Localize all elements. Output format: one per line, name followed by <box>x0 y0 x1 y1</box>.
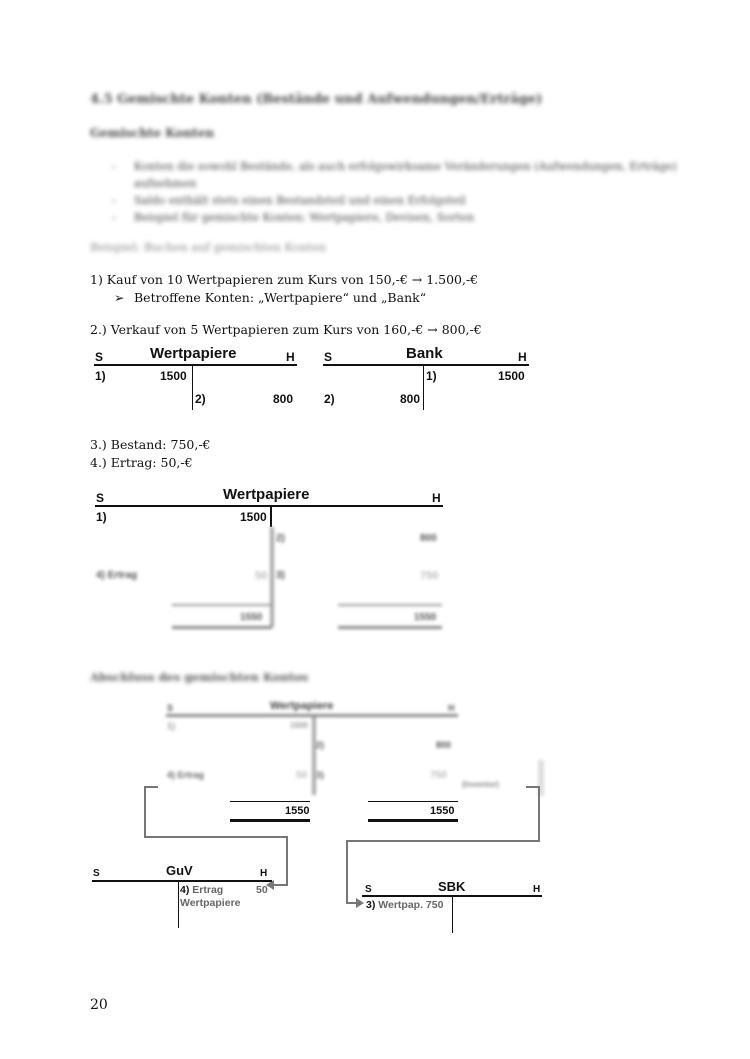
arrow-bullet-icon: ➢ <box>114 290 125 305</box>
entry-label: 1) <box>96 510 107 524</box>
t-account-title: SBK <box>438 879 466 894</box>
t-account-s: S <box>324 350 333 364</box>
entry-value: 50 <box>296 770 308 781</box>
entry-label: 2) <box>195 392 206 406</box>
entry-value: 1500 <box>240 510 267 524</box>
entry-value: 1500 <box>160 369 187 383</box>
t-account-h: H <box>533 884 541 895</box>
entry-value: 50 <box>256 884 268 896</box>
entry-value: 1500 <box>498 369 525 383</box>
entry-label: 1) <box>95 369 106 383</box>
sum-right: 1550 <box>414 612 437 623</box>
arrow-right-icon <box>356 898 364 908</box>
entry-label: 2) <box>276 533 285 544</box>
t-account-s: S <box>365 884 372 895</box>
bullet-list <box>112 158 702 226</box>
sum-left: 1550 <box>285 805 310 817</box>
closing-heading: Abschluss des gemischten Kontos <box>90 670 309 684</box>
entry-value: 1500 <box>290 721 308 730</box>
sum-left: 1550 <box>240 612 263 623</box>
entry-label: 2) <box>324 392 335 406</box>
t-account-title: Wertpapiere <box>270 700 334 712</box>
inventory-note: (Inventur) <box>462 780 499 789</box>
t-account-title: GuV <box>166 863 193 878</box>
entry-label: 4) Ertrag <box>167 770 205 780</box>
t-account-h: H <box>432 491 441 505</box>
t-account-h: H <box>260 868 268 879</box>
t-account-title: Wertpapiere <box>223 486 310 503</box>
t-account-s: S <box>93 868 100 879</box>
t-account-s: S <box>95 350 104 364</box>
entry-label: 3) Wertpap. 750 <box>366 899 444 911</box>
example-heading: Beispiel: Buchen auf gemischten Konten <box>90 240 327 254</box>
entry-value: 800 <box>273 392 294 406</box>
entry-value: 800 <box>400 392 421 406</box>
step-1-text: 1) Kauf von 10 Wertpapieren zum Kurs von 150,-€ → 1.500,-€ <box>90 272 479 287</box>
sum-right: 1550 <box>430 805 455 817</box>
entry-value: 800 <box>436 740 452 750</box>
page-number: 20 <box>90 997 108 1013</box>
t-account-s: S <box>167 703 174 713</box>
t-account-title: Wertpapiere <box>150 345 237 362</box>
entry-label: 4) Ertrag <box>96 570 138 581</box>
entry-label: 3) <box>276 570 285 581</box>
entry-label: 2) <box>316 740 325 750</box>
bullet-item: - Beispiel für gemischte Konten: Wertpapiere, Devisen, Sorten <box>112 211 475 224</box>
section-heading: 4.5 Gemischte Konten (Bestände und Aufwendungen/Erträge) <box>90 92 543 107</box>
bullet-item: - Saldo enthält stets einen Bestandsteil und einen Erfolgsteil <box>112 194 466 207</box>
entry-label: 1) <box>426 369 437 383</box>
t-account-h: H <box>518 350 527 364</box>
step-3-text: 3.) Bestand: 750,-€ <box>90 437 211 452</box>
entry-label: 1) <box>167 721 176 731</box>
entry-label: 3) <box>316 770 325 780</box>
step-4-text: 4.) Ertrag: 50,-€ <box>90 455 193 470</box>
entry-value: 750 <box>420 570 439 582</box>
t-account-h: H <box>448 703 455 713</box>
entry-label: Wertpapiere <box>180 897 241 909</box>
step-1-sub: ➢ Betroffene Konten: „Wertpapiere“ und „Bank“ <box>114 290 427 305</box>
entry-value: 750 <box>430 770 447 781</box>
subheading: Gemischte Konten <box>90 126 215 140</box>
t-account-title: Bank <box>406 345 443 362</box>
entry-value: 800 <box>420 533 437 544</box>
entry-label: 4) Ertrag <box>180 884 224 896</box>
bullet-item: - Konten die sowohl Bestände, als auch erfolgswirksame Veränderungen (Aufwendungen, Erträge) aufnehmen <box>112 160 677 190</box>
t-account-h: H <box>286 350 295 364</box>
step-2-text: 2.) Verkauf von 5 Wertpapieren zum Kurs von 160,-€ → 800,-€ <box>90 322 482 337</box>
entry-value: 50 <box>255 570 268 582</box>
t-account-s: S <box>96 491 105 505</box>
